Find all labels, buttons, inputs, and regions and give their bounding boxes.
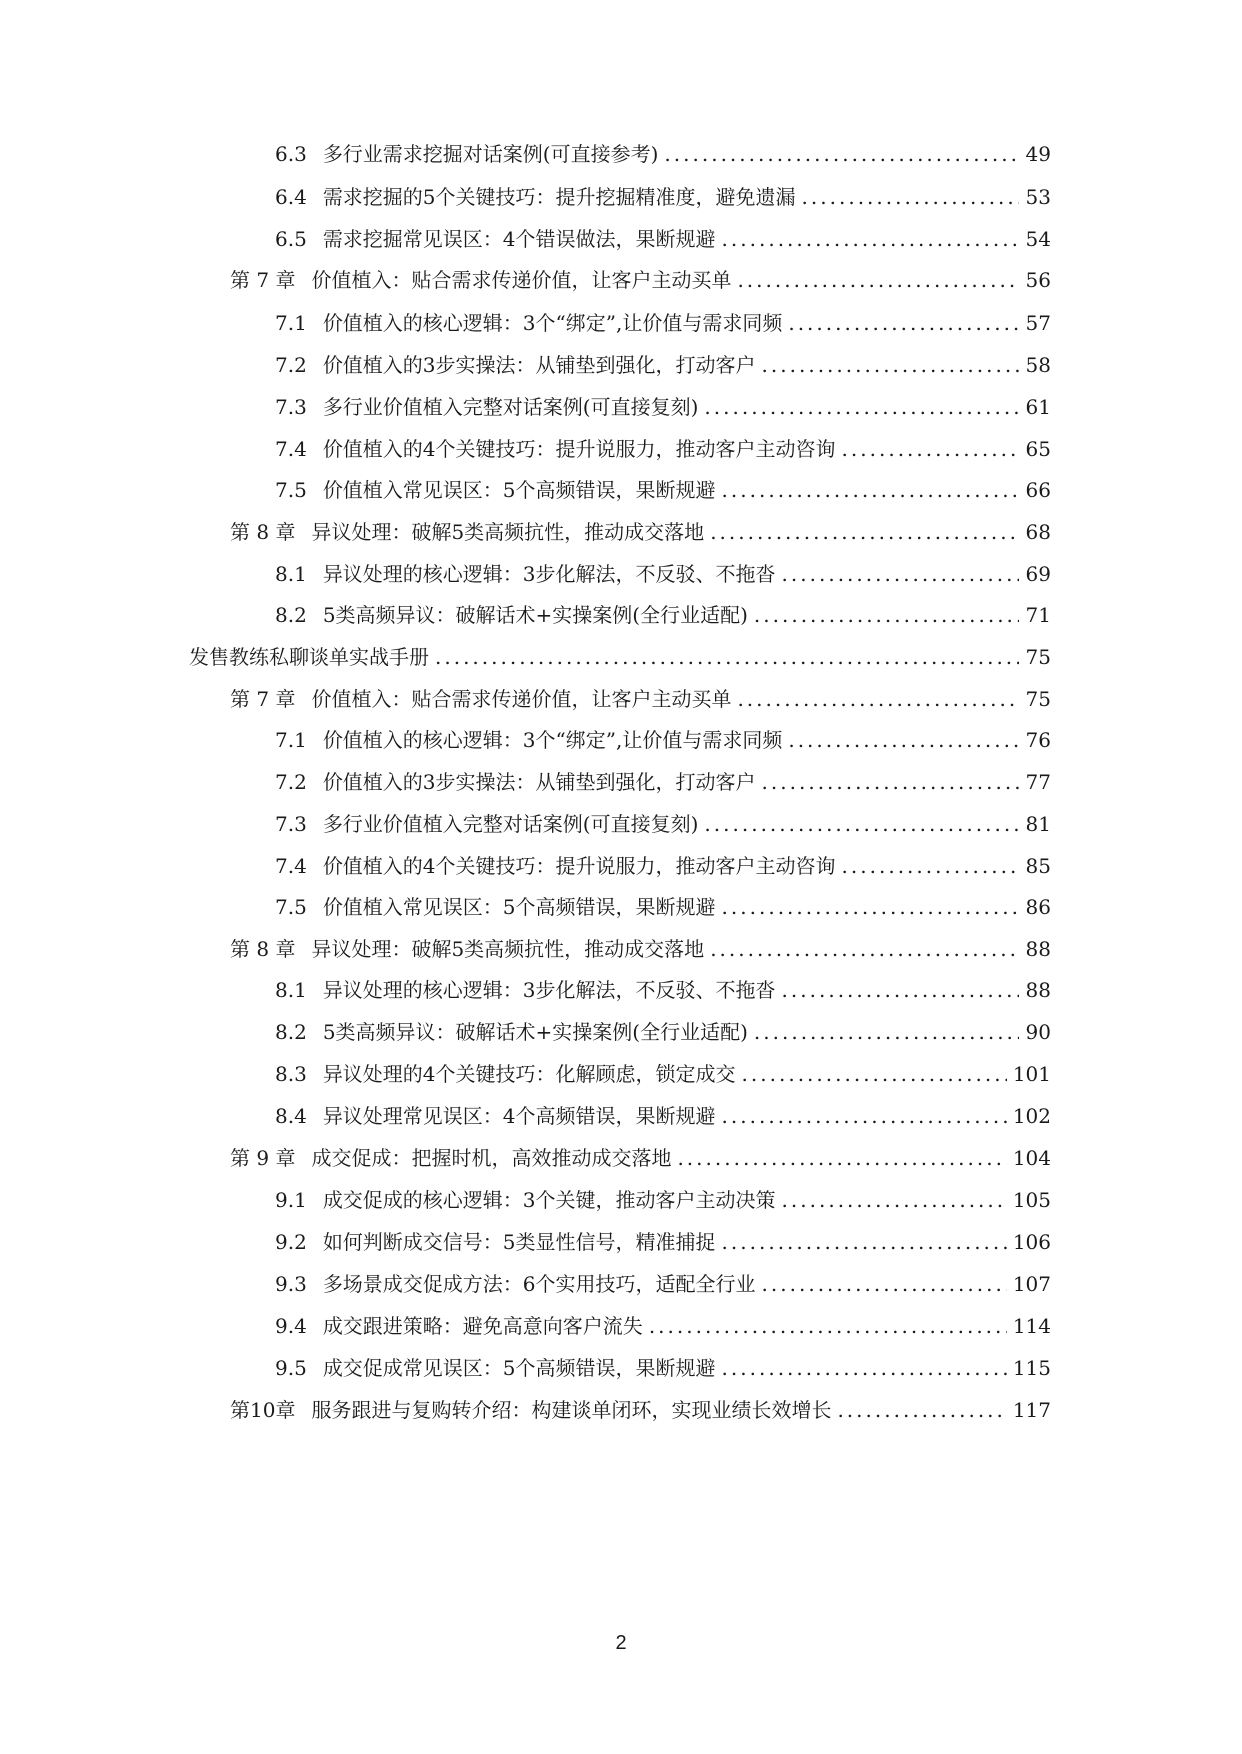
toc-part-entry[interactable]	[189, 640, 1051, 674]
toc-section-entry[interactable]	[275, 390, 1051, 424]
toc-entry-page: 61	[1025, 395, 1051, 419]
toc-entry-number: 8.2	[275, 1020, 307, 1044]
toc-section-entry[interactable]	[275, 473, 1051, 507]
toc-entry-number: 7.4	[275, 437, 307, 461]
toc-entry-page: 76	[1025, 728, 1051, 752]
toc-entry-page: 115	[1012, 1356, 1051, 1380]
toc-dot-leader	[762, 1267, 1007, 1301]
toc-entry-title: 发售教练私聊谈单实战手册	[189, 645, 429, 669]
toc-entry-title: 价值植入：贴合需求传递价值，让客户主动买单	[311, 687, 732, 711]
toc-entry-page: 57	[1025, 311, 1051, 335]
toc-dot-leader	[704, 807, 1019, 841]
toc-entry-title: 异议处理的4个关键技巧：化解顾虑，锁定成交	[322, 1062, 736, 1086]
toc-entry-title: 5类高频异议：破解话术+实操案例(全行业适配)	[322, 603, 748, 627]
toc-entry-number: 7.2	[275, 353, 307, 377]
toc-dot-leader	[782, 973, 1019, 1007]
toc-section-entry[interactable]	[275, 1015, 1051, 1049]
toc-entry-number: 9.1	[275, 1188, 307, 1212]
toc-dot-leader	[649, 1309, 1007, 1343]
toc-chapter-entry[interactable]	[230, 932, 1051, 966]
toc-section-entry[interactable]	[275, 1351, 1051, 1385]
toc-entry-title: 成交跟进策略：避免高意向客户流失	[322, 1314, 643, 1338]
toc-entry-number: 6.5	[275, 227, 307, 251]
toc-entry-number: 7.3	[275, 812, 307, 836]
toc-entry-page: 105	[1012, 1188, 1051, 1212]
toc-entry-page: 77	[1025, 770, 1051, 794]
toc-entry-title: 异议处理常见误区：4个高频错误，果断规避	[322, 1104, 716, 1128]
toc-chapter-entry[interactable]	[230, 1141, 1051, 1175]
toc-entry-number: 6.3	[275, 142, 307, 166]
toc-section-entry[interactable]	[275, 222, 1051, 256]
toc-entry-page: 81	[1025, 812, 1051, 836]
toc-section-entry[interactable]	[275, 807, 1051, 841]
toc-entry-page: 49	[1025, 142, 1051, 166]
toc-dot-leader	[722, 1351, 1007, 1385]
toc-entry-number: 8.3	[275, 1062, 307, 1086]
toc-entry-page: 104	[1012, 1146, 1051, 1170]
toc-section-entry[interactable]	[275, 765, 1051, 799]
toc-entry-title: 5类高频异议：破解话术+实操案例(全行业适配)	[322, 1020, 748, 1044]
toc-dot-leader	[677, 1141, 1006, 1175]
toc-entry-page: 53	[1025, 185, 1051, 209]
toc-entry-page: 88	[1025, 978, 1051, 1002]
toc-entry-page: 85	[1025, 854, 1051, 878]
toc-section-entry[interactable]	[275, 432, 1051, 466]
toc-chapter-entry[interactable]	[230, 515, 1051, 549]
toc-section-entry[interactable]	[275, 137, 1051, 171]
toc-section-entry[interactable]	[275, 723, 1051, 757]
toc-entry-page: 106	[1012, 1230, 1051, 1254]
toc-entry-title: 多行业价值植入完整对话案例(可直接复刻)	[322, 812, 699, 836]
toc-entry-number: 第 7 章	[230, 268, 296, 292]
toc-entry-title: 价值植入的4个关键技巧：提升说服力，推动客户主动咨询	[322, 437, 836, 461]
toc-dot-leader	[710, 515, 1019, 549]
toc-section-entry[interactable]	[275, 557, 1051, 591]
toc-entry-page: 71	[1025, 603, 1051, 627]
toc-entry-title: 价值植入的3步实操法：从铺垫到强化，打动客户	[322, 353, 756, 377]
toc-dot-leader	[842, 849, 1019, 883]
toc-entry-title: 需求挖掘的5个关键技巧：提升挖掘精准度，避免遗漏	[322, 185, 796, 209]
toc-entry-title: 多场景成交促成方法：6个实用技巧，适配全行业	[322, 1272, 756, 1296]
toc-dot-leader	[704, 390, 1019, 424]
toc-dot-leader	[842, 432, 1019, 466]
toc-dot-leader	[737, 263, 1019, 297]
toc-dot-leader	[788, 306, 1019, 340]
toc-entry-title: 价值植入的核心逻辑：3个“绑定”,让价值与需求同频	[322, 311, 783, 335]
toc-entry-number: 第10章	[230, 1398, 296, 1422]
toc-entry-number: 7.1	[275, 728, 307, 752]
toc-entry-number: 第 8 章	[230, 520, 296, 544]
toc-entry-title: 异议处理：破解5类高频抗性，推动成交落地	[311, 937, 705, 961]
toc-entry-page: 114	[1012, 1314, 1051, 1338]
toc-entry-title: 服务跟进与复购转介绍：构建谈单闭环，实现业绩长效增长	[311, 1398, 832, 1422]
toc-dot-leader	[837, 1393, 1006, 1427]
toc-section-entry[interactable]	[275, 306, 1051, 340]
toc-section-entry[interactable]	[275, 348, 1051, 382]
toc-dot-leader	[754, 598, 1019, 632]
toc-entry-number: 第 8 章	[230, 937, 296, 961]
toc-chapter-entry[interactable]	[230, 263, 1051, 297]
toc-entry-number: 第 7 章	[230, 687, 296, 711]
toc-entry-number: 6.4	[275, 185, 307, 209]
toc-entry-title: 价值植入：贴合需求传递价值，让客户主动买单	[311, 268, 732, 292]
toc-entry-number: 7.2	[275, 770, 307, 794]
toc-entry-number: 7.3	[275, 395, 307, 419]
toc-entry-title: 如何判断成交信号：5类显性信号，精准捕捉	[322, 1230, 716, 1254]
toc-entry-title: 成交促成的核心逻辑：3个关键，推动客户主动决策	[322, 1188, 776, 1212]
toc-dot-leader	[722, 890, 1019, 924]
toc-entry-number: 9.3	[275, 1272, 307, 1296]
toc-entry-page: 88	[1025, 937, 1051, 961]
toc-entry-number: 8.1	[275, 562, 307, 586]
toc-entry-number: 8.4	[275, 1104, 307, 1128]
toc-entry-number: 9.2	[275, 1230, 307, 1254]
toc-section-entry[interactable]	[275, 890, 1051, 924]
toc-entry-page: 66	[1025, 478, 1051, 502]
toc-dot-leader	[435, 640, 1019, 674]
toc-entry-page: 69	[1025, 562, 1051, 586]
toc-entry-title: 价值植入常见误区：5个高频错误，果断规避	[322, 895, 716, 919]
toc-entry-page: 107	[1012, 1272, 1051, 1296]
toc-entry-title: 异议处理：破解5类高频抗性，推动成交落地	[311, 520, 705, 544]
toc-section-entry[interactable]	[275, 1183, 1051, 1217]
toc-dot-leader	[754, 1015, 1019, 1049]
toc-entry-title: 异议处理的核心逻辑：3步化解法，不反驳、不拖沓	[322, 562, 776, 586]
toc-entry-page: 56	[1025, 268, 1051, 292]
toc-entry-number: 7.1	[275, 311, 307, 335]
toc-entry-page: 75	[1025, 645, 1051, 669]
toc-entry-number: 7.5	[275, 478, 307, 502]
toc-section-entry[interactable]	[275, 1225, 1051, 1259]
toc-dot-leader	[722, 222, 1019, 256]
toc-entry-number: 8.2	[275, 603, 307, 627]
toc-chapter-entry[interactable]	[230, 682, 1051, 716]
toc-dot-leader	[722, 473, 1019, 507]
toc-entry-title: 需求挖掘常见误区：4个错误做法，果断规避	[322, 227, 716, 251]
toc-entry-page: 75	[1025, 687, 1051, 711]
toc-section-entry[interactable]	[275, 598, 1051, 632]
toc-entry-page: 117	[1012, 1398, 1051, 1422]
toc-section-entry[interactable]	[275, 1309, 1051, 1343]
toc-section-entry[interactable]	[275, 849, 1051, 883]
toc-dot-leader	[722, 1225, 1007, 1259]
toc-dot-leader	[664, 137, 1019, 171]
toc-entry-page: 101	[1012, 1062, 1051, 1086]
toc-entry-number: 9.4	[275, 1314, 307, 1338]
toc-entry-page: 68	[1025, 520, 1051, 544]
toc-entry-page: 58	[1025, 353, 1051, 377]
toc-entry-number: 第 9 章	[230, 1146, 296, 1170]
toc-dot-leader	[802, 180, 1019, 214]
toc-dot-leader	[710, 932, 1019, 966]
toc-section-entry[interactable]	[275, 1267, 1051, 1301]
toc-entry-title: 价值植入的4个关键技巧：提升说服力，推动客户主动咨询	[322, 854, 836, 878]
toc-entry-page: 65	[1025, 437, 1051, 461]
toc-entry-title: 价值植入的3步实操法：从铺垫到强化，打动客户	[322, 770, 756, 794]
toc-entry-number: 8.1	[275, 978, 307, 1002]
toc-entry-title: 成交促成：把握时机，高效推动成交落地	[311, 1146, 672, 1170]
toc-entry-number: 7.4	[275, 854, 307, 878]
toc-entry-page: 102	[1012, 1104, 1051, 1128]
toc-entry-page: 86	[1025, 895, 1051, 919]
toc-entry-number: 7.5	[275, 895, 307, 919]
toc-entry-title: 成交促成常见误区：5个高频错误，果断规避	[322, 1356, 716, 1380]
toc-entry-page: 54	[1025, 227, 1051, 251]
toc-entry-title: 多行业需求挖掘对话案例(可直接参考)	[322, 142, 659, 166]
toc-dot-leader	[737, 682, 1019, 716]
toc-dot-leader	[788, 723, 1019, 757]
toc-entry-title: 价值植入常见误区：5个高频错误，果断规避	[322, 478, 716, 502]
toc-dot-leader	[782, 557, 1019, 591]
toc-section-entry[interactable]	[275, 973, 1051, 1007]
page-number: 2	[615, 1632, 627, 1654]
toc-dot-leader	[762, 765, 1019, 799]
toc-chapter-entry[interactable]	[230, 1393, 1051, 1427]
toc-entry-page: 90	[1025, 1020, 1051, 1044]
toc-section-entry[interactable]	[275, 1099, 1051, 1133]
toc-entry-title: 异议处理的核心逻辑：3步化解法，不反驳、不拖沓	[322, 978, 776, 1002]
toc-dot-leader	[762, 348, 1019, 382]
toc-dot-leader	[742, 1057, 1007, 1091]
toc-section-entry[interactable]	[275, 180, 1051, 214]
toc-dot-leader	[782, 1183, 1007, 1217]
toc-entry-title: 价值植入的核心逻辑：3个“绑定”,让价值与需求同频	[322, 728, 783, 752]
toc-dot-leader	[722, 1099, 1007, 1133]
toc-section-entry[interactable]	[275, 1057, 1051, 1091]
toc-entry-title: 多行业价值植入完整对话案例(可直接复刻)	[322, 395, 699, 419]
toc-entry-number: 9.5	[275, 1356, 307, 1380]
